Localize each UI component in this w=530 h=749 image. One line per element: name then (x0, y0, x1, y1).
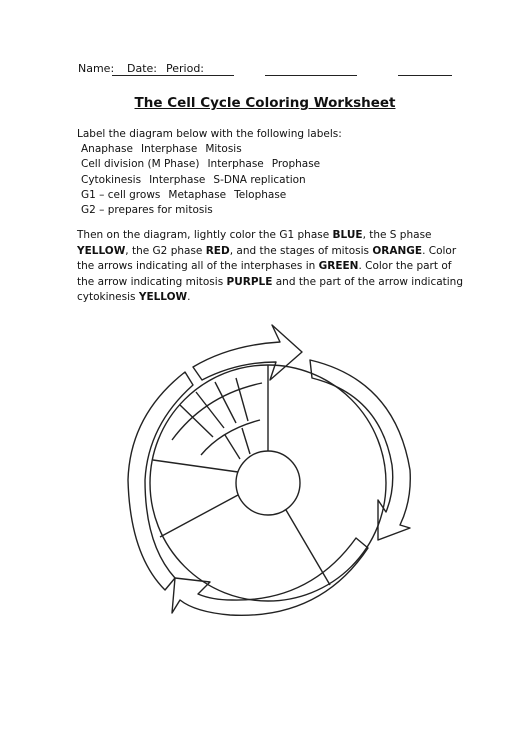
label-term: S-DNA replication (213, 173, 306, 186)
period-blank-line[interactable] (398, 75, 452, 76)
sector-divider (160, 495, 238, 537)
mitosis-divider (225, 435, 240, 459)
date-blank-line[interactable] (265, 75, 357, 76)
cell-cycle-diagram (0, 300, 530, 740)
arrow-top-right[interactable] (193, 325, 302, 380)
student-info-header (78, 62, 478, 80)
coloring-instructions (77, 228, 467, 306)
para-seg: . (187, 291, 191, 304)
center-circle (236, 451, 300, 515)
para-seg: . Color the arrows indicating all of the interphases in (77, 244, 457, 273)
mitosis-divider (215, 382, 236, 423)
date-label: Date: (127, 62, 157, 75)
label-term: Cell division (M Phase) (81, 158, 200, 171)
color-yellow: YELLOW (77, 244, 126, 257)
label-term: Interphase (149, 173, 206, 186)
period-label: Period: (166, 62, 205, 75)
label-term: Anaphase (81, 143, 133, 156)
label-term: G2 – prepares for mitosis (81, 204, 213, 217)
arrow-right[interactable] (310, 360, 410, 540)
mitosis-inner-arc (201, 420, 260, 455)
label-term: Interphase (207, 158, 264, 171)
color-blue: BLUE (332, 229, 363, 241)
label-term: Telophase (234, 188, 287, 201)
mitosis-divider (180, 405, 213, 437)
para-seg: Then on the diagram, lightly color the G1 phase (77, 229, 333, 241)
color-red: RED (205, 244, 230, 257)
label-instructions (77, 127, 342, 218)
mitosis-divider (242, 428, 250, 454)
sector-divider (153, 460, 238, 472)
para-seg: and the part of the arrow indicating cytokinesis (77, 275, 464, 304)
label-row (77, 157, 342, 172)
instructions-intro: Label the diagram below with the following labels: (77, 128, 342, 140)
label-term: Interphase (140, 143, 198, 156)
label-term: Metaphase (168, 188, 227, 201)
para-seg: . Color the part of the arrow indicating mitosis (77, 260, 452, 288)
label-row (77, 188, 342, 203)
sector-divider (286, 510, 330, 585)
label-row (77, 142, 342, 157)
label-term: G1 – cell grows (81, 188, 161, 201)
color-orange: ORANGE (372, 244, 423, 257)
name-label: Name: (78, 62, 115, 75)
para-seg: , and the stages of mitosis (229, 244, 373, 257)
mitosis-divider (236, 378, 248, 421)
label-term: Cytokinesis (81, 173, 142, 186)
label-term: Prophase (271, 158, 321, 171)
worksheet-title: The Cell Cycle Coloring Worksheet (134, 95, 396, 111)
label-row (77, 173, 342, 188)
color-green: GREEN (318, 260, 359, 273)
color-purple: PURPLE (226, 275, 273, 288)
color-yellow: YELLOW (138, 291, 188, 304)
arrow-left[interactable] (128, 372, 193, 590)
label-row (77, 203, 342, 218)
label-term: Mitosis (205, 143, 242, 156)
arrow-bottom[interactable] (172, 538, 368, 615)
name-blank-line[interactable] (112, 75, 234, 76)
para-seg: , the S phase (362, 229, 432, 241)
para-seg: , the G2 phase (125, 244, 206, 257)
